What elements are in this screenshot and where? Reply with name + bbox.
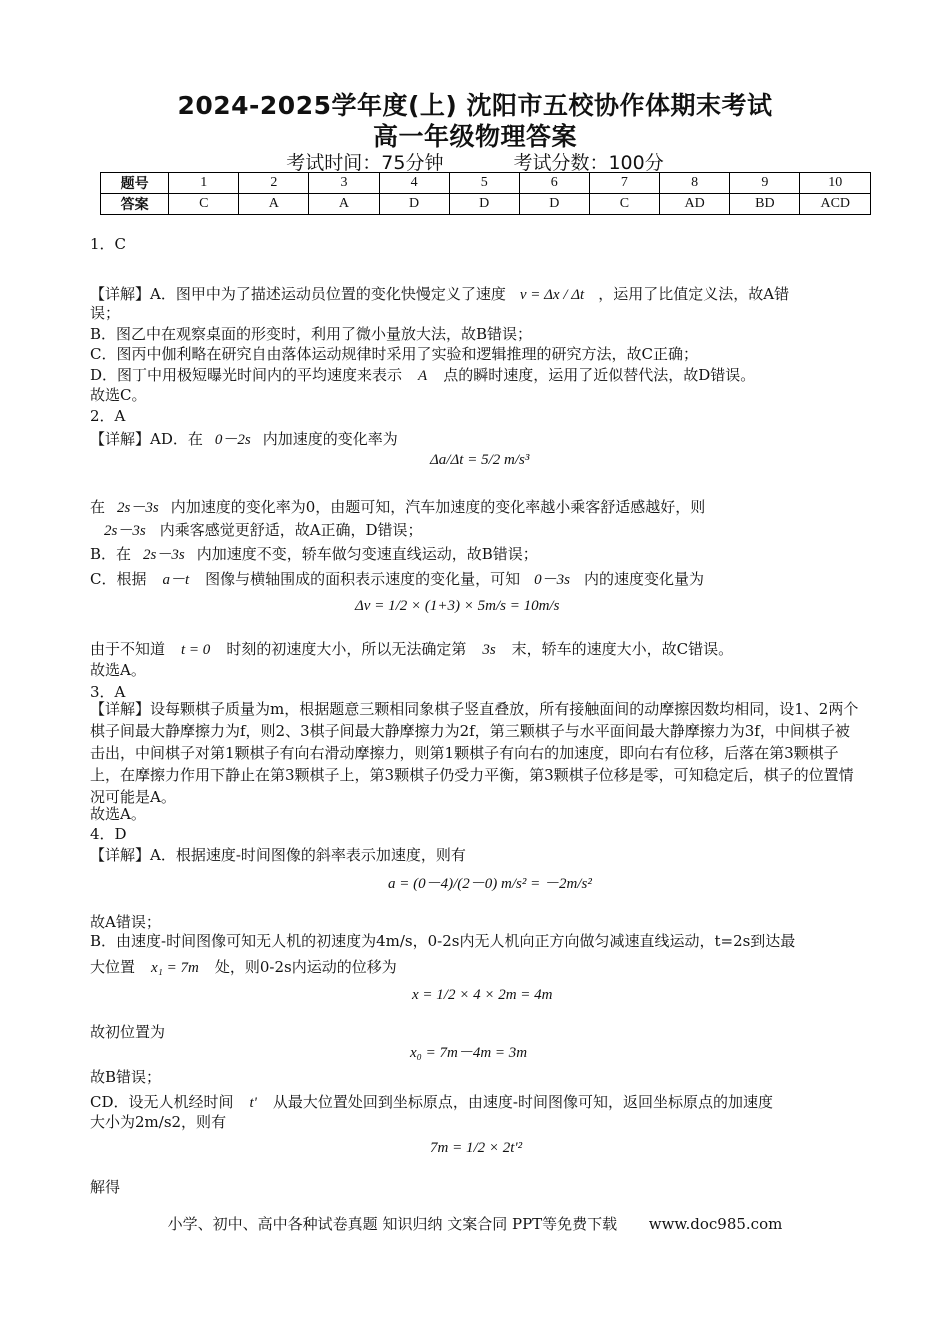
q2-line: [104, 519, 423, 540]
q2-graph-type: a－t: [162, 572, 190, 588]
question-number: 2: [239, 173, 309, 194]
footer-url[interactable]: www.doc985.com: [648, 1215, 783, 1233]
answer-cell: C: [169, 194, 239, 215]
question-number: 8: [659, 173, 729, 194]
q1-line: 误；: [90, 304, 121, 322]
question-number: 1: [169, 173, 239, 194]
q1-line: B．图乙中在观察桌面的形变时，利用了微小量放大法，故B错误；: [90, 325, 533, 343]
q4-line: 解得: [90, 1178, 121, 1196]
q4-equation-initial-position: x₀ = 7m－4m = 3m: [410, 1045, 528, 1061]
page-footer: [0, 1213, 950, 1234]
answer-cell: A: [239, 194, 309, 215]
q4-heading: 4．D: [90, 825, 127, 843]
q4-time-symbol: t': [249, 1095, 257, 1111]
q2-line: [90, 428, 398, 449]
q4-line: 【详解】A．根据速度-时间图像的斜率表示加速度，则有: [90, 846, 466, 864]
q2-text: 内加速度不变，轿车做匀变速直线运动，故B错误；: [196, 545, 538, 563]
q2-text: 内乘客感觉更舒适，故A正确，D错误；: [159, 521, 423, 539]
question-number: 3: [309, 173, 379, 194]
q4-text: CD．设无人机经时间: [90, 1093, 234, 1111]
q1-point-a: A: [418, 368, 428, 384]
q2-line: [90, 568, 704, 589]
q2-text: 由于不知道: [90, 640, 166, 658]
q4-line: [90, 956, 397, 977]
exam-info: [0, 148, 950, 175]
q4-text: 大位置: [90, 958, 136, 976]
q2-interval: 2s－3s: [143, 547, 185, 563]
q2-interval: 2s－3s: [117, 500, 159, 516]
q1-text: D．图丁中用极短曝光时间内的平均速度来表示: [90, 366, 403, 384]
page-title: 2024-2025学年度(上) 沈阳市五校协作体期末考试: [177, 91, 773, 120]
q3-line: 故选A。: [90, 805, 146, 823]
row-label-answer: 答案: [101, 194, 169, 215]
exam-time: 考试时间：75分钟: [286, 152, 444, 174]
q1-heading: 1．C: [90, 235, 127, 253]
q2-line: 故选A。: [90, 661, 146, 679]
q2-text: 内加速度的变化率为: [262, 430, 398, 448]
q4-line: 故初位置为: [90, 1023, 166, 1041]
q2-text: 内加速度的变化率为0，由题可知，汽车加速度的变化率越小乘客舒适感越好，则: [170, 498, 706, 516]
q4-text: 从最大位置处回到坐标原点，由速度-时间图像可知，返回坐标原点的加速度: [272, 1093, 773, 1111]
answer-cell: C: [589, 194, 659, 215]
q2-text: 【详解】AD．在: [90, 430, 203, 448]
q2-text: 末，轿车的速度大小，故C错误。: [511, 640, 734, 658]
q2-equation-jerk: Δa/Δt = 5/2 m/s³: [430, 452, 530, 468]
q1-line: [90, 283, 789, 304]
question-number-row: [101, 173, 871, 194]
q1-line: [90, 364, 755, 385]
answer-cell: AD: [659, 194, 729, 215]
question-number: 7: [589, 173, 659, 194]
answer-cell: D: [449, 194, 519, 215]
q4-equation-displacement: x = 1/2 × 4 × 2m = 4m: [412, 987, 553, 1003]
q1-text: 点的瞬时速度，运用了近似替代法，故D错误。: [443, 366, 756, 384]
answer-cell: ACD: [800, 194, 871, 215]
q2-text: 图像与横轴围成的面积表示速度的变化量，可知: [205, 570, 521, 588]
q2-interval: 0－2s: [214, 432, 251, 448]
q3-heading: 3．A: [90, 683, 126, 701]
q1-text: ，运用了比值定义法，故A错: [598, 285, 790, 303]
answer-cell: D: [379, 194, 449, 215]
question-number: 4: [379, 173, 449, 194]
q1-line: 故选C。: [90, 386, 147, 404]
q2-time-zero: t = 0: [181, 642, 211, 658]
question-number: 5: [449, 173, 519, 194]
q2-line: [90, 638, 733, 659]
q4-equation-acceleration: a = (0－4)/(2－0) m/s² = －2m/s²: [388, 876, 592, 892]
q4-line: 故B错误；: [90, 1068, 162, 1086]
question-number: 9: [730, 173, 800, 194]
answer-cell: A: [309, 194, 379, 215]
q4-equation-return-time: 7m = 1/2 × 2t'²: [430, 1140, 523, 1156]
page-subtitle: 高一年级物理答案: [372, 122, 577, 151]
q4-max-position: x₁ = 7m: [151, 960, 199, 976]
row-label-number: 题号: [101, 173, 169, 194]
q2-interval: 2s－3s: [104, 523, 146, 539]
q2-text: C．根据: [90, 570, 147, 588]
q4-line: 故A错误；: [90, 913, 161, 931]
q2-line: [90, 543, 538, 564]
answer-row: [101, 194, 871, 215]
footer-text: 小学、初中、高中各种试卷真题 知识归纳 文案合同 PPT等免费下载: [167, 1215, 618, 1233]
q2-text: B．在: [90, 545, 132, 563]
answer-cell: BD: [730, 194, 800, 215]
question-number: 6: [519, 173, 589, 194]
q2-interval: 0－3s: [534, 572, 571, 588]
exam-score: 考试分数：100分: [513, 152, 664, 174]
q2-text: 时刻的初速度大小，所以无法确定第: [226, 640, 467, 658]
question-number: 10: [800, 173, 871, 194]
q3-paragraph: 【详解】设每颗棋子质量为m，根据题意三颗相同象棋子竖直叠放，所有接触面间的动摩擦因数均相同，设1、2两个棋子间最大静摩擦力为f，则2、3棋子间最大静摩擦力为2f，第三颗棋子与水平面间最大静摩擦力为3f，中间棋子被击出，中间棋子对第1颗棋子有向右滑动摩擦力，则第1颗棋子有向右的加速度，即向右有位移，后落在第3颗棋子上，在摩擦力作用下静止在第3颗棋子上，第3颗棋子仍受力平衡，第3颗棋子位移是零，可知稳定后，棋子的位置情况可能是A。: [90, 700, 859, 806]
q1-line: C．图丙中伽利略在研究自由落体运动规律时采用了实验和逻辑推理的研究方法，故C正确；: [90, 345, 698, 363]
q2-text: 在: [90, 498, 106, 516]
q2-time-3s: 3s: [482, 642, 496, 658]
answer-table: [100, 172, 871, 215]
answer-cell: D: [519, 194, 589, 215]
q4-line: 大小为2m/s2，则有: [90, 1113, 227, 1131]
q2-text: 内的速度变化量为: [584, 570, 705, 588]
q4-line: [90, 1091, 773, 1112]
q1-velocity-formula: v = Δx / Δt: [519, 287, 585, 303]
q2-line: [90, 496, 705, 517]
q2-heading: 2．A: [90, 407, 126, 425]
q4-line: B．由速度-时间图像可知无人机的初速度为4m/s，0-2s内无人机向正方向做匀减速直线运动，t=2s到达最: [90, 932, 796, 950]
q2-equation-velocity-change: Δv = 1/2 × (1+3) × 5m/s = 10m/s: [355, 598, 560, 614]
q1-text: 【详解】A．图甲中为了描述运动员位置的变化快慢定义了速度: [90, 285, 506, 303]
q4-text: 处，则0-2s内运动的位移为: [214, 958, 397, 976]
